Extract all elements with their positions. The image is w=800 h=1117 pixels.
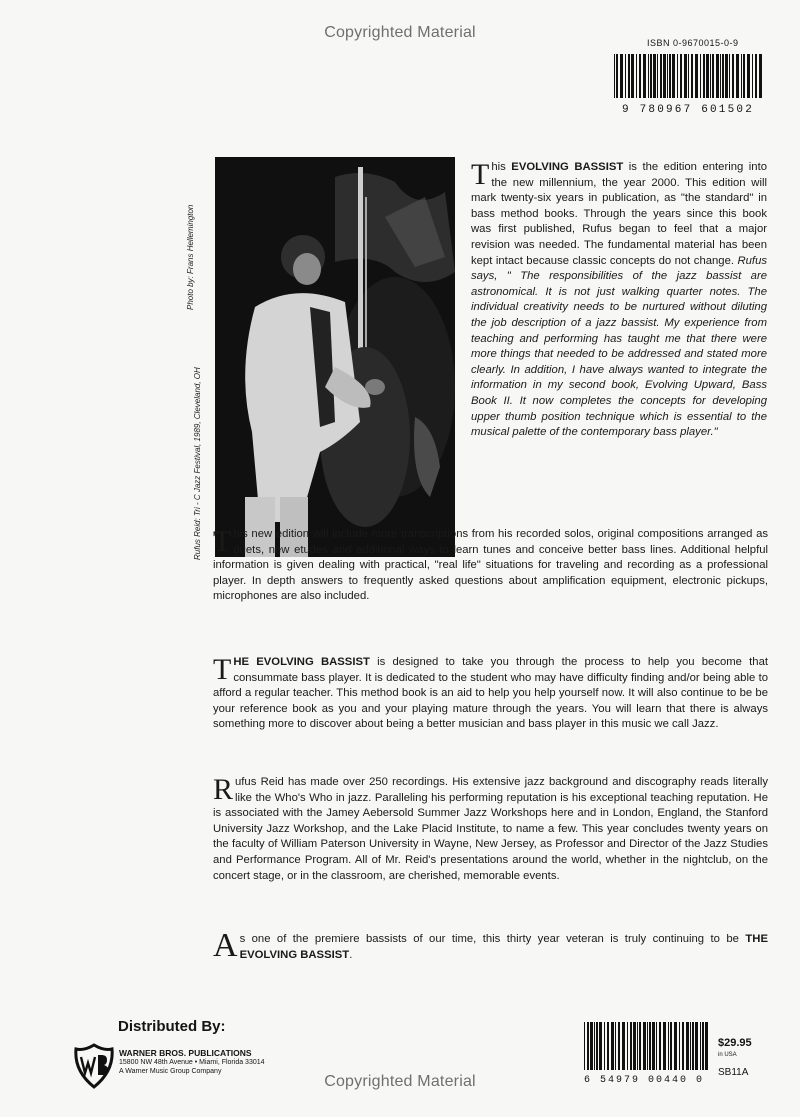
- paragraph-intro: [471, 160, 767, 441]
- designed-book-title: HE EVOLVING BASSIST: [233, 656, 370, 668]
- drop-cap: A: [213, 927, 238, 964]
- drop-cap: T: [213, 653, 232, 686]
- isbn-digits: 9 780967 601502: [622, 104, 755, 116]
- item-code: SB11A: [718, 1067, 749, 1078]
- upc-barcode-icon: [582, 1022, 708, 1070]
- price: $29.95: [718, 1037, 752, 1049]
- designed-text: is designed to take you through the process to help you become that consummate bass player. It is dedicated to the student who may have difficulty finding and/or being able to afford a regular teacher. This method book is an aid to help you help yourself now. It will also continue to be be your reference book as you and your playing mature through the years. You will learn that there is always something more to discover about being a better musician and bass player in this music we call Jazz.: [213, 656, 769, 731]
- photo-caption: Rufus Reid: Tri - C Jazz Festival, 1989, Cleveland, OH: [193, 367, 202, 560]
- isbn-barcode-block: [612, 38, 772, 116]
- paragraph-biography: [213, 775, 768, 884]
- publisher-company: A Warner Music Group Company: [119, 1068, 222, 1075]
- biography-text: ufus Reid has made over 250 recordings. His extensive jazz background and discography reads literally like the Who's Who in jazz. Paralleling his performing reputation is his exceptional teaching reputation. He is associated with the Jamey Aebersold Summer Jazz Workshops here and in London, England, the Stanford University Jazz Workshop, and the Lake Placid Institute, to name a few. This year concludes twenty years on the faculty of William Paterson University in Wayne, New Jersey, as Professor and Director of the Jazz Studies and Performance Program. All of Mr. Reid's presentations around the world, whether in the nightclub, on the concert stage, or in the classroom, are cherished, memorable events.: [213, 776, 768, 882]
- upc-digits: 6 54979 00440 0: [584, 1075, 705, 1086]
- isbn-barcode-icon: [612, 54, 762, 98]
- drop-cap: R: [213, 773, 234, 806]
- publisher-info: [119, 1049, 265, 1076]
- intro-quote: Rufus says, " The responsibilities of the jazz bassist are astronomical. It is not just walking quarter notes. The individual creativity needs to be nurtured without diluting the job description of a jazz bassist. My experience from teaching and performing has taught me that there were more things that needed to be addressed and stated more clearly. In addition, I have always wanted to integrate the information in my second book, Evolving Upward, Bass Book II. It now completes the concepts for developing upper thumb position technique which is essential to the musical palette of the contemporary bass player.": [471, 254, 767, 439]
- photo-credit: Photo by: Frans Hellemington: [186, 204, 195, 310]
- intro-text: is the edition entering into the new millennium, the year 2000. This edition will mark twenty-six years in publication, as "the standard" in bass method books. Through the years since this book was first published, Rufus began to feel that a major revision was needed. The fundamental material has been kept intact because classic concepts do not change.: [471, 161, 767, 267]
- paragraph-closing: [213, 927, 768, 964]
- price-region: in USA: [718, 1052, 737, 1058]
- closing-book-title: THE EVOLVING BASSIST: [239, 933, 768, 961]
- paragraph-designed: [213, 655, 768, 733]
- publisher-address: 15800 NW 48th Avenue • Miami, Florida 33014: [119, 1059, 265, 1066]
- paragraph-new-edition: [213, 527, 768, 605]
- new-edition-text: his new edition will include more transcriptions from his recorded solos, original compositions arranged as duets, new etudes and additional ways to learn tunes and conceive better bass lines. Additional helpful information is given dealing with practical, "real life" situations for traveling and recording as a professional player. In depth answers to frequently asked questions about amplification equipment, electronic pickups, microphones are also included.: [213, 528, 768, 603]
- intro-lead: his: [491, 161, 512, 173]
- watermark-top: Copyrighted Material: [324, 24, 476, 41]
- closing-text: s one of the premiere bassists of our time, this thirty year veteran is truly continuing to be: [239, 933, 746, 945]
- publisher-name: WARNER BROS. PUBLICATIONS: [119, 1048, 252, 1058]
- drop-cap: T: [213, 525, 232, 558]
- intro-book-title: EVOLVING BASSIST: [511, 161, 624, 173]
- drop-cap: T: [471, 158, 490, 191]
- closing-period: .: [349, 948, 353, 961]
- isbn-label: ISBN 0-9670015-0-9: [647, 38, 739, 48]
- distributed-by-label: Distributed By:: [118, 1018, 226, 1035]
- bassist-photo: [215, 157, 455, 557]
- watermark-bottom: Copyrighted Material: [324, 1073, 476, 1090]
